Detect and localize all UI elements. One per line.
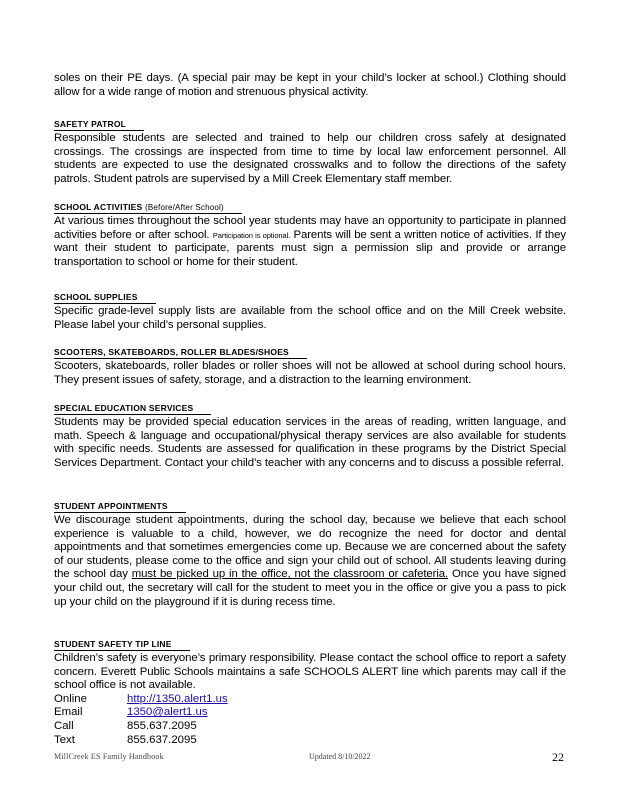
intro-paragraph: soles on their PE days. (A special pair may be kept in your child’s locker at school.) Clothing should allow for a wide range of motion and strenuous physical activity. (54, 72, 566, 98)
online-link[interactable]: http://1350.alert1.us (127, 692, 228, 705)
special-education-paragraph: Students may be provided special education services in the areas of reading, written language, and math. Speech & language and occupational/physical therapy services are also available for students with specific needs. Students are assessed for qualification in these programs by the District Special Services Department. Contact your child’s teacher with any concerns and to discuss a possible referral. (54, 416, 566, 469)
call-number: 855.637.2095 (127, 719, 197, 732)
school-activities-optional-note: Participation is optional. (212, 230, 291, 240)
footer-handbook-title: MillCreek ES Family Handbook (54, 752, 164, 761)
footer-updated-date: Updated 8/10/2022 (309, 752, 371, 761)
school-activities-heading-note: (Before/After School) (144, 203, 224, 212)
safety-tip-line-paragraph: Children’s safety is everyone’s primary responsibility. Please contact the school office to report a safety concern. Everett Public Schools maintains a safe SCHOOLS ALERT line which parents may call if the school office is not available. (54, 652, 566, 692)
special-education-section (54, 398, 566, 470)
scooters-paragraph: Scooters, skateboards, roller blades or roller shoes will not be allowed at school during school hours. They present issues of safety, storage, and a distraction to the learning environment. (54, 360, 566, 386)
special-education-heading: SPECIAL EDUCATION SERVICES (54, 403, 211, 415)
safety-patrol-paragraph: Responsible students are selected and trained to help our children cross safely at designated crossings. The crossings are inspected from time to time by local law enforcement personnel. All students are expected to use the designated crosswalks and to follow the directions of the safety patrols. Student patrols are supervised by a Mill Creek Elementary staff member. (54, 132, 566, 185)
student-appointments-pickup-rule: must be picked up in the office, not the classroom or cafeteria. (131, 568, 449, 581)
page-number: 22 (552, 750, 564, 764)
school-activities-text-a: At various times throughout the school year students may have an opportunity to participate in planned activities before or after school. (54, 215, 566, 241)
safety-patrol-heading: SAFETY PATROL (54, 119, 144, 131)
school-activities-heading (54, 202, 242, 214)
intro-section (54, 72, 566, 99)
contact-label: Call (54, 719, 74, 732)
student-appointments-text-a: We discourage student appointments, during the school day, because we believe that each school experience is valuable to a child, however, we do recognize the need for doctor and dental appointments and that sometimes emergencies come up. Because we are concerned about the safety of our students, please come to the office and sign your child out of school. All students leaving during the school day (54, 514, 566, 581)
school-activities-section (54, 197, 566, 269)
school-activities-paragraph (54, 215, 566, 269)
school-supplies-paragraph: Specific grade-level supply lists are available from the school office and on the Mill Creek website. Please label your child’s personal supplies. (54, 305, 566, 331)
contact-label: Text (54, 733, 75, 746)
contact-row-email (54, 706, 566, 720)
school-supplies-heading: SCHOOL SUPPLIES (54, 292, 156, 304)
student-appointments-heading: STUDENT APPOINTMENTS (54, 501, 186, 513)
scooters-heading: SCOOTERS, SKATEBOARDS, ROLLER BLADES/SHOES (54, 347, 307, 359)
safety-patrol-section (54, 114, 566, 186)
student-appointments-text-b: Once you have signed your child out, the secretary will call for the student to meet you in the office or give you a pass to pick up your child on the playground if it is during recess time. (54, 568, 566, 608)
safety-tip-line-section (54, 634, 566, 747)
school-activities-text-b: Parents will be sent a written notice of activities. If they want their student to participate, parents must sign a permission slip and provide or arrange transportation to school or home for their student. (54, 228, 566, 268)
contact-list (54, 693, 566, 747)
student-appointments-section (54, 496, 566, 609)
safety-tip-line-heading: STUDENT SAFETY TIP LINE (54, 639, 190, 651)
text-number: 855.637.2095 (127, 733, 197, 746)
school-supplies-section (54, 287, 566, 332)
contact-row-online (54, 693, 566, 707)
contact-row-call (54, 720, 566, 734)
school-activities-heading-text: SCHOOL ACTIVITIES (54, 202, 143, 212)
contact-row-text (54, 734, 566, 748)
email-link[interactable]: 1350@alert1.us (127, 706, 208, 719)
scooters-section (54, 342, 566, 387)
student-appointments-paragraph (54, 514, 566, 609)
contact-label: Email (54, 706, 83, 719)
contact-label: Online (54, 692, 87, 705)
